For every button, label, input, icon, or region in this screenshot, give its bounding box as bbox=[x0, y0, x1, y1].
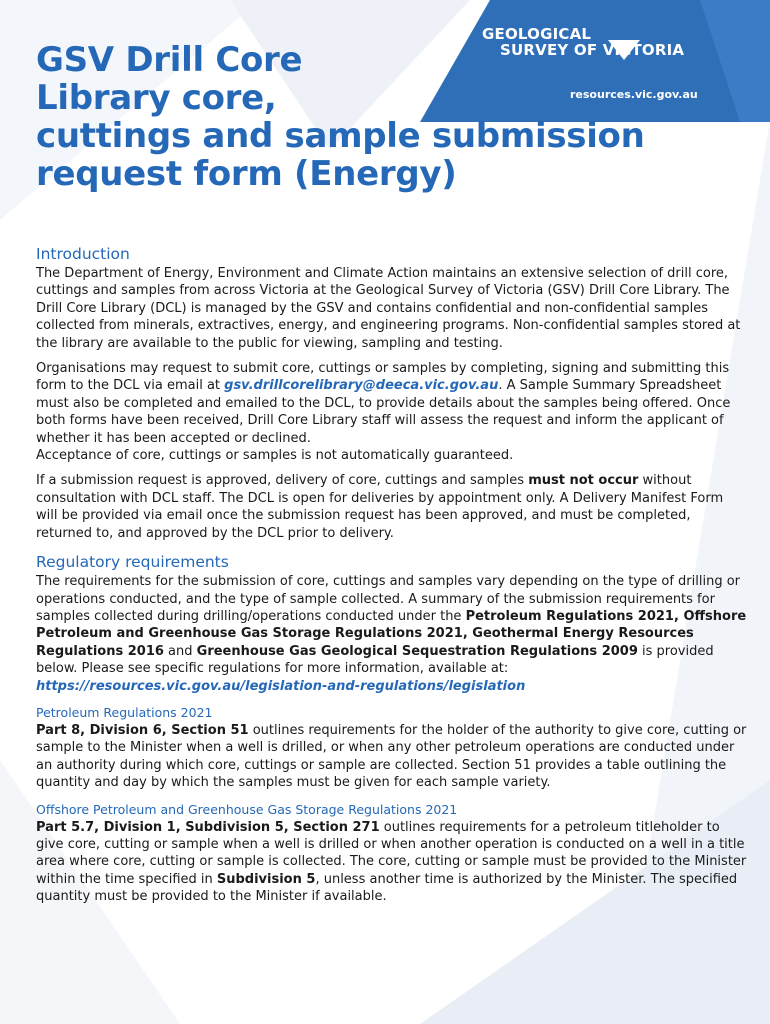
title-line-3: cuttings and sample submission bbox=[36, 116, 645, 156]
introduction-paragraph-2 bbox=[36, 360, 748, 464]
paragraph-text: If a submission request is approved, delivery of core, cuttings and samples bbox=[36, 473, 529, 489]
document-body bbox=[36, 243, 748, 906]
title-line-4: request form (Energy) bbox=[36, 154, 457, 194]
paragraph-text: outlines requirements for a petroleum titleholder to give core, cutting or sample when a well is drilled or when another operation is conducted on a well in a title area where core, cutting or sample is collected. The core, cutting or sample must be provided to the Minister within the time specified in bbox=[36, 819, 747, 887]
offshore-regulations-heading: Offshore Petroleum and Greenhouse Gas Storage Regulations 2021 bbox=[36, 801, 458, 817]
emphasis-text: must not occur bbox=[528, 473, 639, 489]
paragraph-text: outlines requirements for the holder of the authority to give core, cutting or sample to the Minister when a well is drilled, or when any other petroleum operations are conducted under an authority during which core, cuttings or sample are collected. Section 51 provides a table outlining the quantity and day by which the samples must be given for each sample variety. bbox=[36, 722, 747, 791]
regulatory-paragraph bbox=[36, 573, 748, 695]
introduction-paragraph-1: The Department of Energy, Environment and Climate Action maintains an extensive selection of drill core, cuttings and samples from across Victoria at the Geological Survey of Victoria (GSV) Drill Core Library. The Drill Core Library (DCL) is managed by the GSV and contains confidential and non-confidential samples collected from minerals, extractives, energy, and engineering programs. Non-confidential samples stored at the library are available to the public for viewing, sampling and testing. bbox=[36, 266, 741, 351]
legislation-link[interactable]: https://resources.vic.gov.au/legislation-and-regulations/legislation bbox=[36, 678, 526, 694]
title-line-1: GSV Drill Core bbox=[36, 40, 303, 80]
paragraph-text: . A Sample Summary Spreadsheet must also be completed and emailed to the DCL, to provide details about the samples being offered. Once both forms have been received, Drill Core Library staff will assess the request and inform the applicant of whether it has been accepted or declined. bbox=[36, 378, 731, 446]
paragraph-text: Organisations may request to submit core, cuttings or samples by completing, signing and submitting this form to the DCL via email at bbox=[36, 361, 730, 394]
page-title bbox=[36, 41, 726, 193]
paragraph-text: and bbox=[163, 643, 197, 659]
regulatory-heading: Regulatory requirements bbox=[36, 553, 229, 572]
introduction-heading: Introduction bbox=[36, 245, 130, 263]
title-line-2: Library core, bbox=[36, 78, 277, 118]
emphasis-text: Part 8, Division 6, Section 51 bbox=[36, 722, 249, 738]
logo-line-2: SURVEY OF VICTORIA bbox=[500, 41, 685, 59]
emphasis-text: Greenhouse Gas Geological Sequestration Regulations 2009 bbox=[196, 643, 638, 659]
paragraph-text: is provided below. Please see specific regulations for more information, available at: bbox=[36, 643, 714, 677]
petroleum-regulations-paragraph bbox=[36, 722, 748, 792]
logo-line-1: GEOLOGICAL bbox=[482, 25, 592, 43]
emphasis-text: Part 5.7, Division 1, Subdivision 5, Section 271 bbox=[36, 819, 380, 835]
paragraph-text: Acceptance of core, cuttings or samples is not automatically guaranteed. bbox=[36, 448, 514, 464]
email-link[interactable]: gsv.drillcorelibrary@deeca.vic.gov.au bbox=[224, 378, 499, 394]
petroleum-regulations-heading: Petroleum Regulations 2021 bbox=[36, 704, 213, 720]
paragraph-text: without consultation with DCL staff. The DCL is open for deliveries by appointment only. A Delivery Manifest Form will be provided via email once the submission request has been approved, and must be completed, returned to, and approved by the DCL prior to delivery. bbox=[36, 473, 724, 541]
emphasis-text: Subdivision 5 bbox=[216, 871, 316, 887]
paragraph-text: , unless another time is authorized by the Minister. The specified quantity must be provided to the Minister if available. bbox=[36, 871, 738, 905]
gsv-logo bbox=[482, 26, 684, 58]
emphasis-text: Petroleum Regulations 2021, Offshore Petroleum and Greenhouse Gas Storage Regulations 2021, Geothermal Energy Resources Regulations 2016 bbox=[36, 608, 747, 659]
introduction-paragraph-3 bbox=[36, 472, 748, 542]
offshore-regulations-paragraph bbox=[36, 819, 748, 906]
paragraph-text: The requirements for the submission of core, cuttings and samples vary depending on the type of drilling or operations conducted, and the type of sample collected. A summary of the submission requirements for samples collected during drilling/operations conducted under the bbox=[36, 574, 741, 624]
website-url[interactable]: resources.vic.gov.au bbox=[570, 88, 698, 101]
